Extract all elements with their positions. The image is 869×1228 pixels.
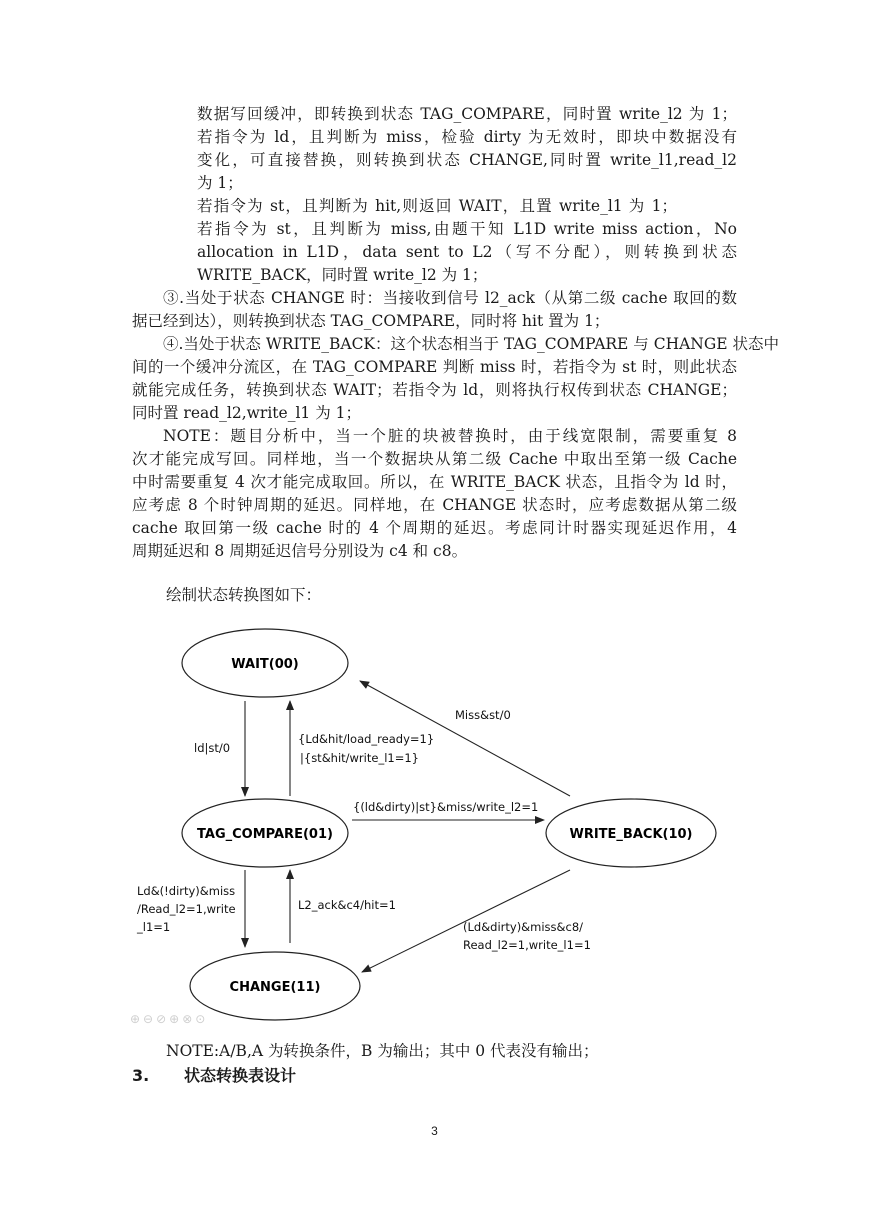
watermark-icons: ⊕⊖⊘⊕⊗⊙ [130, 1012, 209, 1026]
text-line: 同时置 read_l2,write_l1 为 1； [132, 404, 361, 422]
text-line: 为 1； [197, 174, 243, 192]
state-tag-compare [182, 799, 348, 867]
text-line: ③.当处于状态 CHANGE 时：当接收到信号 l2_ack（从第二级 cache 取回的数 [163, 289, 737, 307]
text-line: 应考虑 8 个时钟周期的延迟。同样地，在 CHANGE 状态时，应考虑数据从第二级 [132, 496, 737, 514]
edge-label-writeback-to-wait: Miss&st/0 [455, 708, 511, 722]
text-line: 变化，可直接替换，则转换到状态 CHANGE,同时置 write_l1,read_l2 [197, 151, 737, 169]
text-line: 若指令为 st，且判断为 miss,由题干知 L1D write miss action，No [197, 220, 737, 238]
section-number: 3. [132, 1066, 150, 1085]
edge-label-change-to-tag: L2_ack&c4/hit=1 [298, 898, 396, 912]
figure-intro: 绘制状态转换图如下： [166, 586, 322, 604]
text-line: cache 取回第一级 cache 时的 4 个周期的延迟。考虑同计时器实现延迟作用，4 [132, 519, 737, 537]
state-diagram [137, 600, 750, 1030]
state-write-back [546, 799, 716, 867]
state-wait-label: WAIT(00) [231, 657, 299, 672]
text-line: ④.当处于状态 WRITE_BACK：这个状态相当于 TAG_COMPARE 与 CHANGE 状态中 [163, 335, 779, 353]
edge-label-tag-to-writeback: {(ld&dirty)|st}&miss/write_l2=1 [353, 800, 539, 814]
text-line: 次才能完成写回。同样地，当一个数据块从第二级 Cache 中取出至第一级 Cache [132, 450, 737, 468]
text-line: 就能完成任务，转换到状态 WAIT；若指令为 ld，则将执行权传到状态 CHANGE； [132, 381, 737, 399]
state-change [190, 952, 360, 1020]
text-line: 数据写回缓冲，即转换到状态 TAG_COMPARE，同时置 write_l2 为 1； [197, 105, 737, 123]
edge-label-tag-to-wait: |{st&hit/write_l1=1} [300, 751, 419, 765]
state-tag-compare-label: TAG_COMPARE(01) [197, 827, 333, 842]
text-line: 中时需要重复 4 次才能完成取回。所以，在 WRITE_BACK 状态，且指令为 ld 时， [132, 473, 737, 491]
edge-label-tag-to-change: _l1=1 [137, 920, 171, 934]
section-heading [132, 1063, 296, 1086]
text-line: 间的一个缓冲分流区，在 TAG_COMPARE 判断 miss 时，若指令为 st 时，则此状态 [132, 358, 737, 376]
text-line: 若指令为 ld，且判断为 miss，检验 dirty 为无效时，即块中数据没有 [197, 128, 737, 146]
edge-label-wait-to-tag: ld|st/0 [194, 741, 231, 755]
text-line: 周期延迟和 8 周期延迟信号分别设为 c4 和 c8。 [132, 542, 468, 560]
section-title: 状态转换表设计 [184, 1066, 297, 1085]
edge-label-tag-to-change: /Read_l2=1,write [137, 902, 236, 916]
text-line: 若指令为 st，且判断为 hit,则返回 WAIT，且置 write_l1 为 1； [197, 197, 677, 215]
state-change-label: CHANGE(11) [229, 980, 321, 995]
diagram-note: NOTE:A/B,A 为转换条件，B 为输出；其中 0 代表没有输出； [166, 1042, 599, 1060]
state-wait [182, 629, 348, 697]
edge-label-writeback-to-change: Read_l2=1,write_l1=1 [463, 938, 591, 952]
text-line: NOTE：题目分析中，当一个脏的块被替换时，由于线宽限制，需要重复 8 [163, 427, 737, 445]
page-number: 3 [431, 1124, 438, 1138]
text-line: WRITE_BACK，同时置 write_l2 为 1； [197, 266, 488, 284]
text-line: 据已经到达），则转换到状态 TAG_COMPARE，同时将 hit 置为 1； [132, 312, 610, 330]
state-write-back-label: WRITE_BACK(10) [569, 827, 693, 842]
edge-label-writeback-to-change: (Ld&dirty)&miss&c8/ [463, 920, 584, 934]
edge-label-tag-to-wait: {Ld&hit/load_ready=1} [298, 732, 435, 746]
edge-label-tag-to-change: Ld&(!dirty)&miss [137, 884, 236, 898]
text-line: allocation in L1D，data sent to L2（写不分配），则转换到状态 [197, 243, 737, 261]
